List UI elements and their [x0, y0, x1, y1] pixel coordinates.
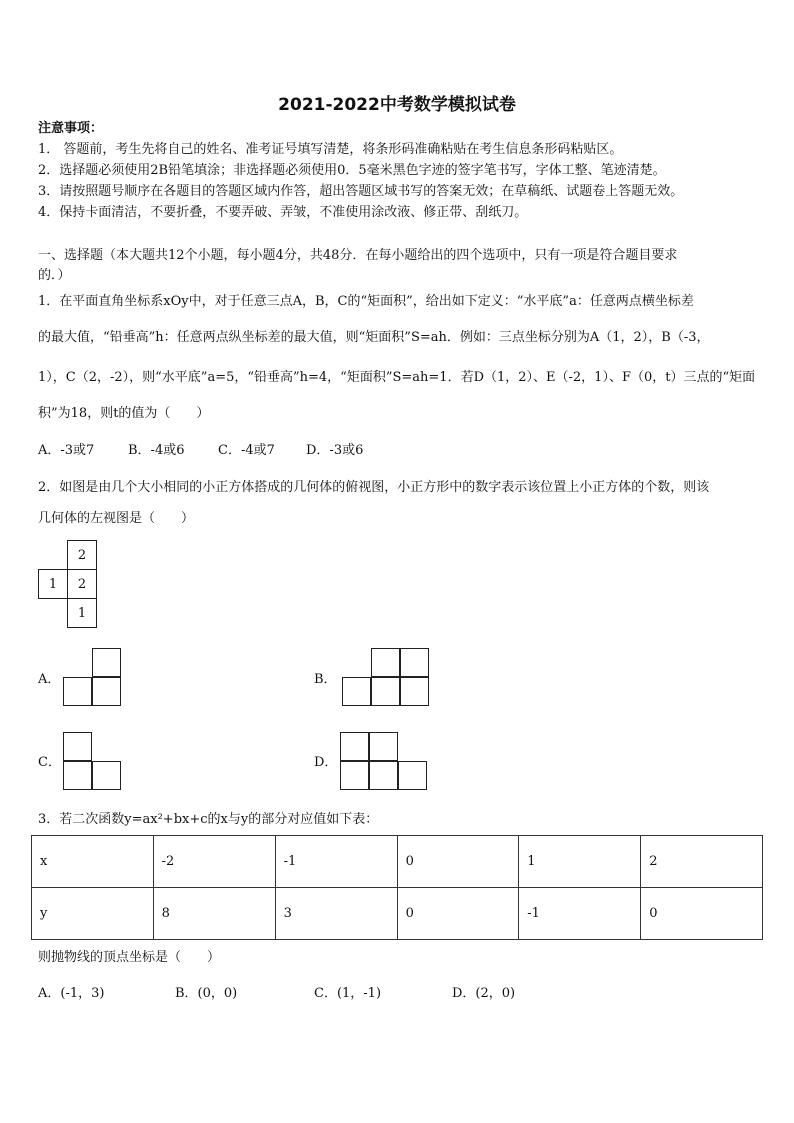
- notice-heading: 注意事项：: [38, 121, 104, 136]
- q2-option-a-label[interactable]: A．: [38, 672, 61, 687]
- q3-option-b[interactable]: B．(0，0): [175, 986, 238, 1001]
- q1-text: 1．在平面直角坐标系xOy中，对于任意三点A，B，C的“矩面积”，给出如下定义：“水平底”a：任意两点横坐标差: [38, 294, 694, 309]
- q3-option-c[interactable]: C．(1，-1): [314, 986, 382, 1001]
- q1-option-d[interactable]: D．-3或6: [306, 443, 364, 458]
- notice-item: 4．保持卡面清洁，不要折叠，不要弄破、弄皱，不准使用涂改液、修正带、刮纸刀。: [38, 205, 528, 220]
- q3-question: 则抛物线的顶点坐标是（ ）: [38, 950, 221, 965]
- page-title: 2021-2022中考数学模拟试卷: [278, 95, 516, 115]
- table-cell: -1: [519, 888, 641, 940]
- square: [369, 761, 398, 790]
- square: [92, 677, 121, 706]
- grid-cell: 2: [67, 540, 97, 570]
- table-cell: 0: [397, 888, 519, 940]
- table-row: [32, 836, 763, 888]
- square: [371, 677, 400, 706]
- q3-stem: 3．若二次函数y=ax²+bx+c的x与y的部分对应值如下表：: [38, 812, 379, 827]
- grid-cell: 2: [67, 569, 97, 599]
- grid-cell: 1: [38, 569, 68, 599]
- q3-option-a[interactable]: A．(-1，3): [38, 986, 105, 1001]
- table-cell: x: [32, 836, 154, 888]
- q1-option-b[interactable]: B．-4或6: [128, 443, 185, 458]
- square: [369, 732, 398, 761]
- square: [92, 648, 121, 677]
- q2-text: 几何体的左视图是（ ）: [38, 511, 195, 526]
- square: [63, 732, 92, 761]
- table-row: [32, 888, 763, 940]
- table-cell: 3: [275, 888, 397, 940]
- square: [340, 732, 369, 761]
- grid-cell: 1: [67, 598, 97, 628]
- notice-item: 3．请按照题号顺序在各题目的答题区域内作答，超出答题区域书写的答案无效；在草稿纸、试题卷上答题无效。: [38, 184, 684, 199]
- table-cell: 8: [153, 888, 275, 940]
- q2-option-c-label[interactable]: C．: [38, 755, 61, 770]
- table-cell: -2: [153, 836, 275, 888]
- q3-option-d[interactable]: D．(2，0): [452, 986, 516, 1001]
- square: [342, 677, 371, 706]
- square: [400, 677, 429, 706]
- table-cell: 0: [397, 836, 519, 888]
- q2-option-b-label[interactable]: B．: [314, 672, 337, 687]
- q2-option-d-label[interactable]: D．: [314, 755, 338, 770]
- square: [400, 648, 429, 677]
- notice-item: 1． 答题前，考生先将自己的姓名、准考证号填写清楚，将条形码准确粘贴在考生信息条形码粘贴区。: [38, 142, 623, 157]
- square: [371, 648, 400, 677]
- q1-text: 的最大值，“铅垂高”h：任意两点纵坐标差的最大值，则“矩面积”S=ah．例如：三点坐标分别为A（1，2），B（-3，: [38, 330, 710, 345]
- notice-item: 2．选择题必须使用2B铅笔填涂；非选择题必须使用0．5毫米黑色字迹的签字笔书写，字体工整、笔迹清楚。: [38, 163, 666, 178]
- q1-option-a[interactable]: A．-3或7: [38, 443, 95, 458]
- q1-text: 积”为18，则t的值为（ ）: [38, 406, 210, 421]
- table-cell: -1: [275, 836, 397, 888]
- table-cell: 1: [519, 836, 641, 888]
- square: [398, 761, 427, 790]
- square: [92, 761, 121, 790]
- q1-option-c[interactable]: C．-4或7: [218, 443, 275, 458]
- square: [63, 677, 92, 706]
- table-cell: y: [32, 888, 154, 940]
- q2-text: 2．如图是由几个大小相同的小正方体搭成的几何体的俯视图，小正方形中的数字表示该位置上小正方体的个数，则该: [38, 480, 710, 495]
- section-heading: 一、选择题（本大题共12个小题，每小题4分，共48分．在每小题给出的四个选项中，只有一项是符合题目要求: [38, 248, 678, 263]
- square: [63, 761, 92, 790]
- q1-text: 1），C（2，-2），则“水平底”a=5，“铅垂高”h=4，“矩面积”S=ah=1．若D（1，2）、E（-2，1）、F（0，t）三点的“矩面: [38, 370, 756, 385]
- table-cell: 2: [641, 836, 763, 888]
- section-heading-cont: 的．）: [38, 268, 71, 283]
- square: [340, 761, 369, 790]
- table-cell: 0: [641, 888, 763, 940]
- value-table: [31, 835, 763, 940]
